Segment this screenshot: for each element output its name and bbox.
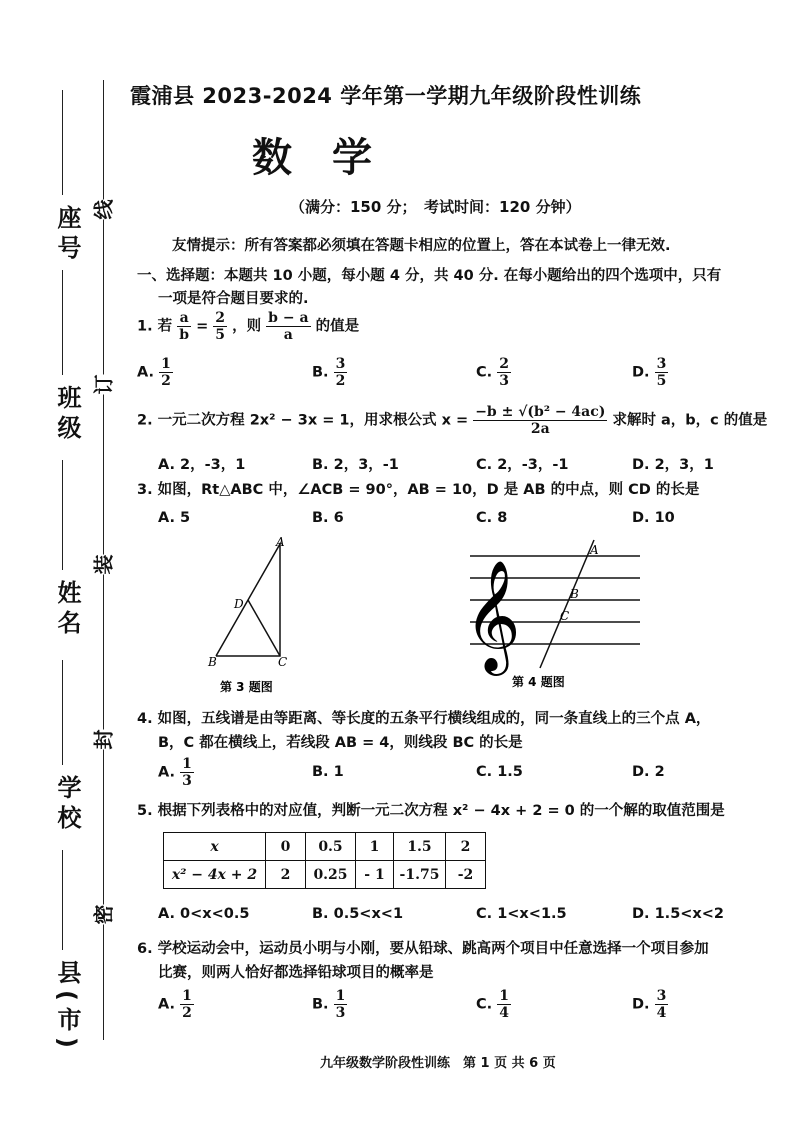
- class-line: [62, 270, 63, 375]
- table-cell: -1.75: [394, 861, 446, 889]
- question-2: 2. 一元二次方程 2x² − 3x = 1，用求根公式 x = $\frac{\text{−b ± √(b² − 4ac)}}{2a}$ 求解时 a，b，c 的值是: [137, 404, 768, 437]
- fig3-caption: 第 3 题图: [220, 680, 273, 694]
- section1-line2: 一项是符合题目要求的.: [158, 291, 309, 307]
- table-cell: -2: [446, 861, 486, 889]
- q4-option-a: A. $\frac{1}{3}$: [158, 756, 192, 789]
- q6-option-d: D. $\frac{3}{4}$: [632, 988, 667, 1021]
- figure-4: [460, 536, 650, 696]
- notice: 友情提示：所有答案都必须填在答题卡相应的位置上，答在本试卷上一律无效.: [172, 238, 671, 254]
- table-cell: x² − 4x + 2: [164, 861, 266, 889]
- school-line: [62, 660, 63, 765]
- q1-option-c: C. $\frac{2}{3}$: [476, 356, 509, 389]
- fig4-caption: 第 4 题图: [512, 675, 565, 689]
- q5-option-b: B. 0.5<x<1: [312, 906, 404, 922]
- values-table: [163, 832, 486, 889]
- segment-cd: [248, 600, 280, 656]
- table-cell: 0.25: [306, 861, 356, 889]
- q1-option-d: D. $\frac{3}{5}$: [632, 356, 667, 389]
- q2-option-c: C. 2，-3，-1: [476, 457, 569, 473]
- q2-option-d: D. 2，3，1: [632, 457, 714, 473]
- bind-char-ding: 订: [88, 375, 117, 395]
- page-footer: 九年级数学阶段性训练 第 1 页 共 6 页: [320, 1056, 556, 1071]
- figure-3: [200, 536, 310, 696]
- name-label: 姓名: [53, 580, 81, 640]
- q6-option-a: A. $\frac{1}{2}$: [158, 988, 192, 1021]
- question-4-line1: 4. 如图，五线谱是由等距离、等长度的五条平行横线组成的，同一条直线上的三个点 A，: [137, 711, 711, 727]
- section1-line1: 一、选择题：本题共 10 小题，每小题 4 分，共 40 分. 在每小题给出的四个选项中，只有: [137, 268, 722, 284]
- q1-option-a: A. $\frac{1}{2}$: [137, 356, 171, 389]
- school-label: 学校: [53, 775, 81, 835]
- fig3-label-b: B: [208, 655, 217, 669]
- table-cell: 2: [266, 861, 306, 889]
- q6-option-b: B. $\frac{1}{3}$: [312, 988, 346, 1021]
- bind-char-mi: 密: [88, 905, 117, 925]
- q5-option-d: D. 1.5<x<2: [632, 906, 725, 922]
- table-cell: 1.5: [394, 833, 446, 861]
- q5-option-a: A. 0<x<0.5: [158, 906, 250, 922]
- treble-clef-icon: 𝄞: [464, 559, 521, 671]
- q2-option-a: A. 2，-3，1: [158, 457, 246, 473]
- binding-margin: [0, 0, 130, 1122]
- exam-title: 霞浦县 2023-2024 学年第一学期九年级阶段性训练: [130, 84, 642, 108]
- class-label: 班级: [53, 385, 81, 445]
- q4-option-b: B. 1: [312, 764, 344, 780]
- question-6-line1: 6. 学校运动会中，运动员小明与小刚，要从铅球、跳高两个项目中任意选择一个项目参加: [137, 941, 709, 957]
- bind-char-xian: 线: [88, 200, 117, 220]
- slanted-line: [540, 540, 594, 668]
- seat-line: [62, 90, 63, 195]
- fig4-label-b: B: [570, 587, 579, 601]
- question-5: 5. 根据下列表格中的对应值，判断一元二次方程 x² − 4x + 2 = 0 的一个解的取值范围是: [137, 803, 725, 819]
- q2-option-b: B. 2，3，-1: [312, 457, 399, 473]
- table-cell: 0.5: [306, 833, 356, 861]
- exam-meta: （满分：150 分； 考试时间：120 分钟）: [290, 198, 581, 216]
- q3-option-a: A. 5: [158, 510, 191, 526]
- q3-option-d: D. 10: [632, 510, 675, 526]
- fig3-label-a: A: [276, 536, 285, 549]
- bind-char-zhuang: 装: [88, 555, 117, 575]
- q1-option-b: B. $\frac{3}{2}$: [312, 356, 346, 389]
- question-3: 3. 如图，Rt△ABC 中，∠ACB = 90°，AB = 10，D 是 AB 的中点，则 CD 的长是: [137, 482, 700, 498]
- county-label: 县(市): [53, 960, 81, 1054]
- name-line: [62, 460, 63, 570]
- table-cell: x: [164, 833, 266, 861]
- question-1: 1. 若 $\frac{a}{b}$ = $\frac{2}{5}$ ，则 $\frac{b - a}{a}$ 的值是: [137, 310, 360, 343]
- q5-option-c: C. 1<x<1.5: [476, 906, 567, 922]
- table-cell: - 1: [356, 861, 394, 889]
- table-cell: 2: [446, 833, 486, 861]
- table-row: [164, 833, 486, 861]
- q3-option-c: C. 8: [476, 510, 508, 526]
- fig3-label-d: D: [234, 597, 244, 611]
- q6-option-c: C. $\frac{1}{4}$: [476, 988, 509, 1021]
- subject-title: 数学: [252, 135, 412, 181]
- fig4-label-c: C: [560, 609, 570, 623]
- table-row: [164, 861, 486, 889]
- q4-option-c: C. 1.5: [476, 764, 523, 780]
- bind-char-feng: 封: [88, 730, 117, 750]
- table-cell: 1: [356, 833, 394, 861]
- q3-option-b: B. 6: [312, 510, 344, 526]
- fig3-label-c: C: [278, 655, 288, 669]
- table-cell: 0: [266, 833, 306, 861]
- county-line: [62, 850, 63, 950]
- fig4-label-a: A: [590, 543, 599, 557]
- question-6-line2: 比赛，则两人恰好都选择铅球项目的概率是: [158, 965, 434, 981]
- q4-option-d: D. 2: [632, 764, 665, 780]
- seat-label: 座号: [53, 205, 81, 265]
- question-4-line2: B，C 都在横线上，若线段 AB = 4，则线段 BC 的长是: [158, 735, 523, 751]
